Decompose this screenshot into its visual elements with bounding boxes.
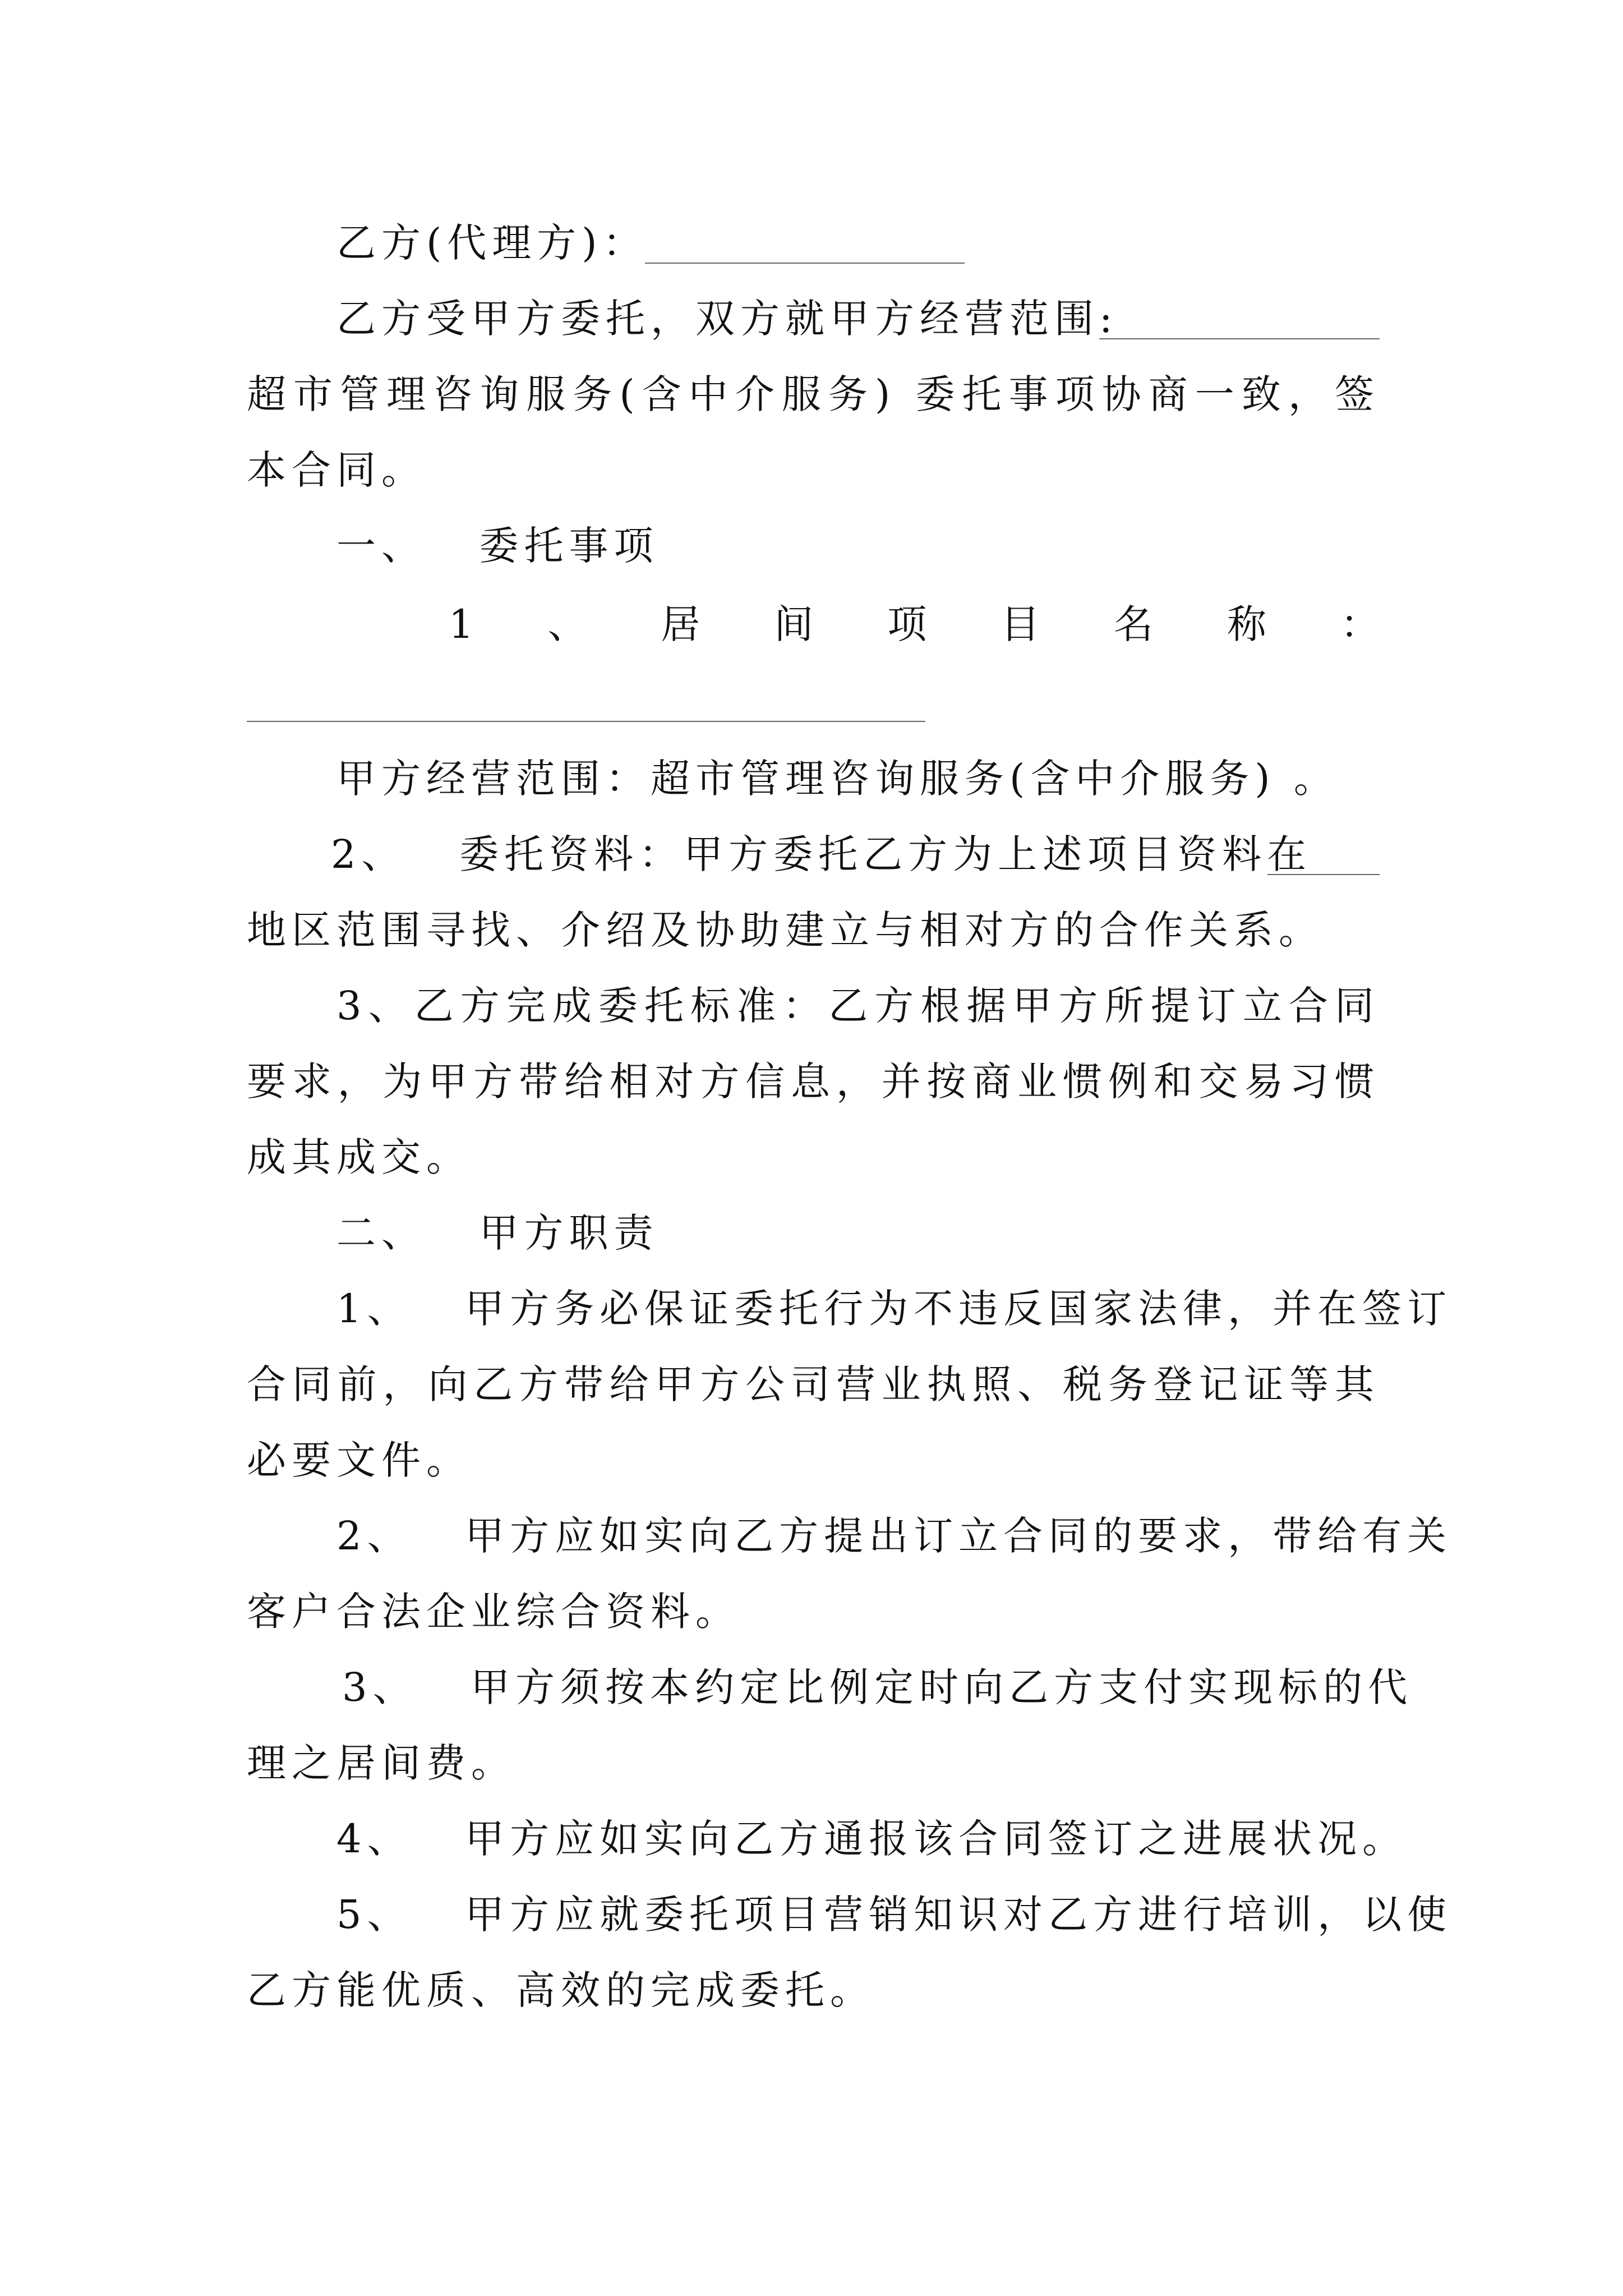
duty-1-text: 甲方务必保证委托行为不违反国家法律，并在签订 [465, 1286, 1453, 1332]
duty-4-text: 甲方应如实向乙方通报该合同签订之进展状况。 [465, 1816, 1408, 1862]
duty-5-line-1 [336, 1888, 1453, 1941]
item-1-char: 居 [661, 601, 700, 647]
party-b-blank [645, 263, 965, 264]
duty-2-text: 甲方应如实向乙方提出订立合同的要求，带给有关 [465, 1513, 1453, 1559]
project-name-blank [247, 721, 925, 722]
item-3-line-2: 要求，为甲方带给相对方信息，并按商业惯例和交易习惯 [247, 1059, 1380, 1105]
item-1-char: ： [1340, 601, 1380, 647]
item-2-line-1 [331, 827, 1380, 881]
section-2-number: 二、 [336, 1210, 426, 1256]
item-1-char: 间 [774, 601, 814, 647]
duty-4-line-1 [336, 1812, 1408, 1866]
item-2-number: 2、 [331, 831, 407, 877]
intro-text-1: 乙方受甲方委托，双方就甲方经营范围: [336, 296, 1118, 342]
item-1-char: 名 [1114, 601, 1154, 647]
party-b-line [336, 216, 1380, 270]
item-2-line-2: 地区范围寻找、介绍及协助建立与相对方的合作关系。 [247, 907, 1324, 953]
duty-5-text: 甲方应就委托项目营销知识对乙方进行培训，以使 [465, 1892, 1453, 1938]
duty-1-line-1 [336, 1282, 1453, 1336]
duty-3-line-1 [342, 1660, 1413, 1714]
intro-line-2: 超市管理咨询服务(含中介服务) 委托事项协商一致，签 [247, 371, 1380, 417]
section-1-number: 一、 [336, 523, 426, 569]
item-2-text: 委托资料：甲方委托乙方为上述项目资料在 [459, 831, 1312, 877]
section-2-title: 甲方职责 [479, 1210, 659, 1256]
item-1-project-name [449, 597, 1380, 651]
duty-3-number: 3、 [342, 1664, 418, 1710]
duty-2-line-2: 客户合法企业综合资料。 [247, 1589, 740, 1635]
item-1-char: 1 [449, 601, 474, 647]
duty-5-line-2: 乙方能优质、高效的完成委托。 [247, 1967, 875, 2013]
item-1-char: 、 [547, 601, 587, 647]
intro-line-1 [336, 292, 1380, 346]
duty-3-line-2: 理之居间费。 [247, 1740, 516, 1786]
duty-1-line-3: 必要文件。 [247, 1437, 471, 1483]
item-1-char: 目 [1000, 601, 1040, 647]
item-1-char: 称 [1227, 601, 1266, 647]
item-3-line-1: 3、乙方完成委托标准：乙方根据甲方所提订立合同 [336, 983, 1380, 1029]
duty-5-number: 5、 [336, 1892, 412, 1938]
section-1-title: 委托事项 [479, 523, 659, 569]
duty-4-number: 4、 [336, 1816, 412, 1862]
duty-3-text: 甲方须按本约定比例定时向乙方支付实现标的代 [471, 1664, 1413, 1710]
duty-2-line-1 [336, 1509, 1453, 1563]
item-3-line-3: 成其成交。 [247, 1134, 471, 1180]
duty-1-number: 1、 [336, 1286, 412, 1332]
section-1-heading [336, 519, 1380, 573]
scope-line: 甲方经营范围：超市管理咨询服务(含中介服务) 。 [336, 756, 1339, 802]
region-blank [1267, 874, 1380, 875]
section-2-heading [336, 1206, 1380, 1260]
scope-blank [1099, 338, 1380, 339]
duty-1-line-2: 合同前，向乙方带给甲方公司营业执照、税务登记证等其 [247, 1361, 1380, 1407]
duty-2-number: 2、 [336, 1513, 412, 1559]
intro-line-3: 本合同。 [247, 447, 426, 493]
item-1-char: 项 [887, 601, 927, 647]
party-b-label: 乙方(代理方)： [336, 220, 648, 266]
